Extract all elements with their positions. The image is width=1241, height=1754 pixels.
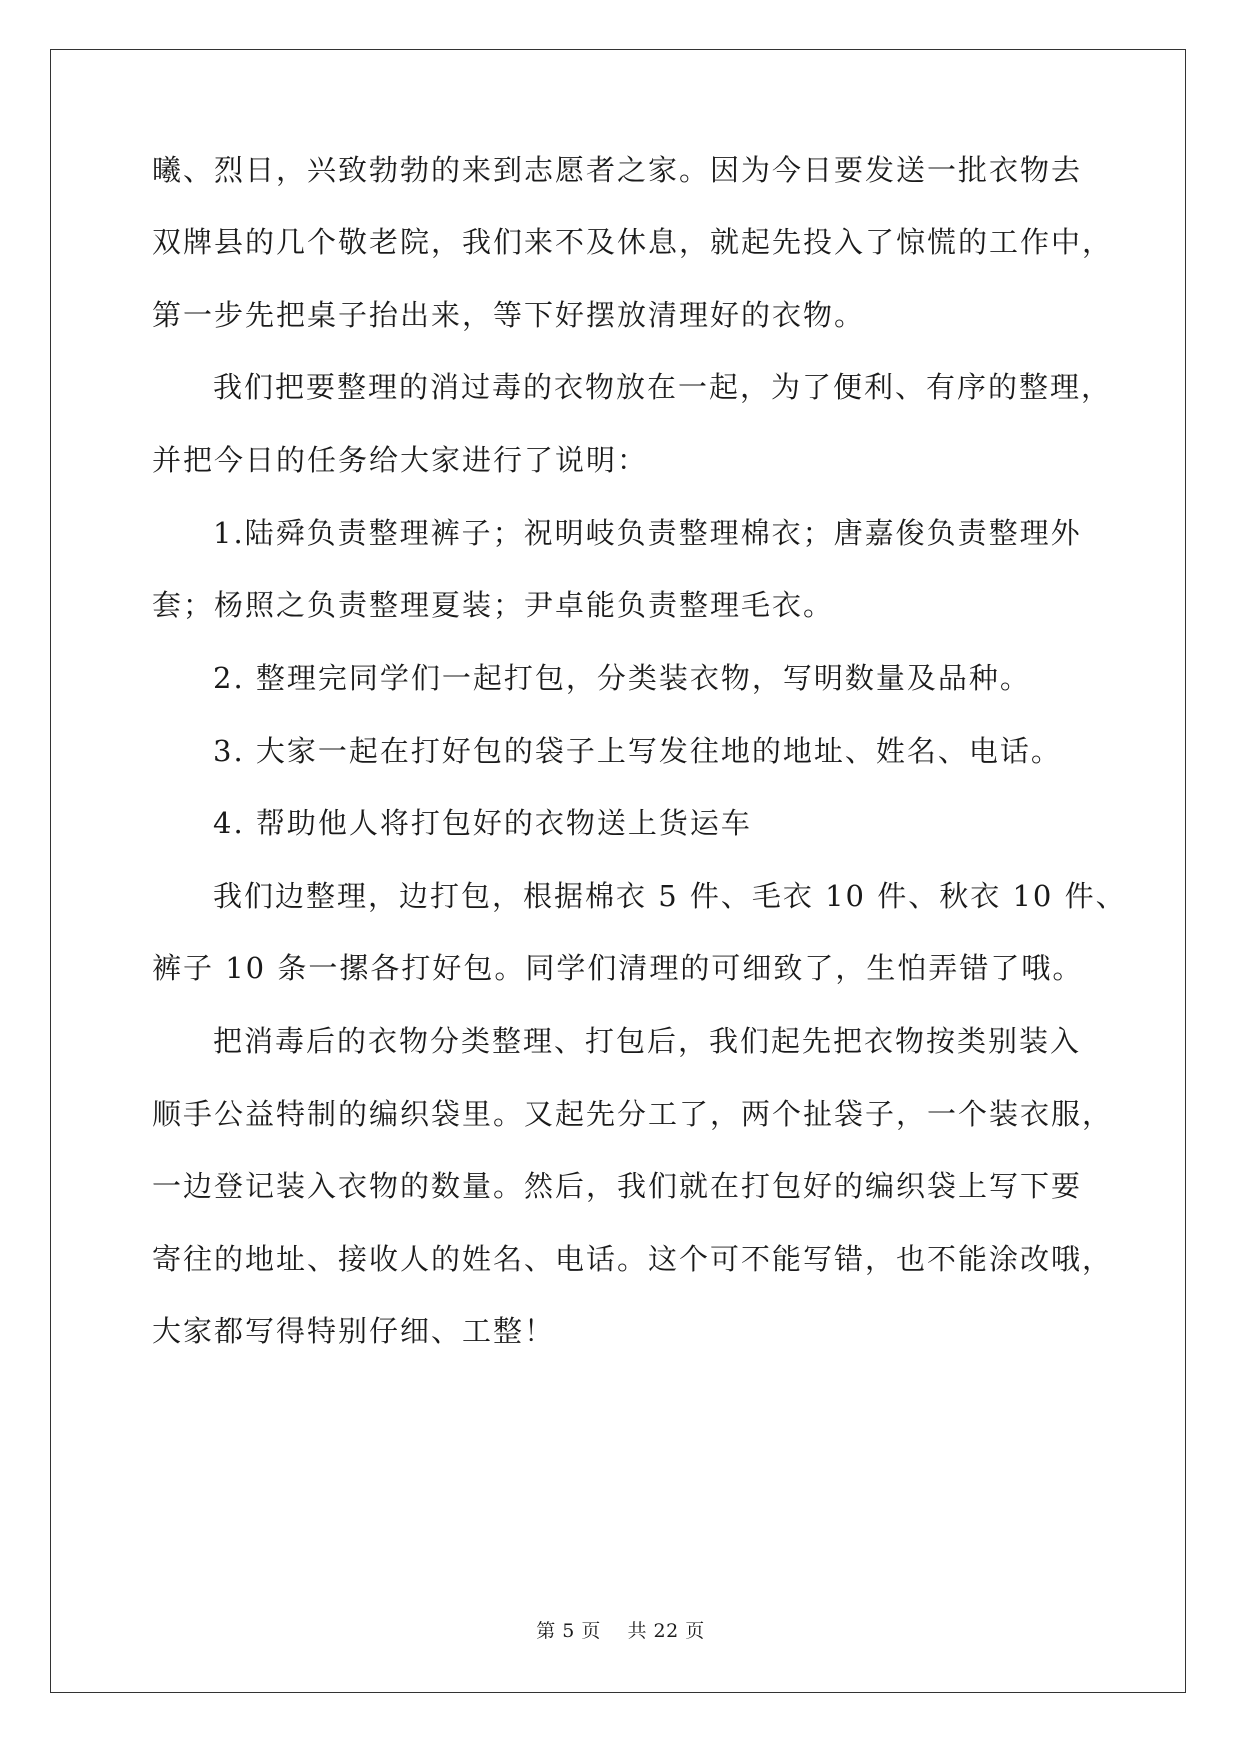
text-line: 第一步先把桌子抬出来，等下好摆放清理好的衣物。 (152, 298, 866, 332)
text-line: 一边登记装入衣物的数量。然后，我们就在打包好的编织袋上写下要 (152, 1169, 1083, 1203)
current-page-number: 第 5 页 (536, 1620, 601, 1642)
list-item: 2. 整理完同学们一起打包，分类装衣物，写明数量及品种。 (213, 661, 1031, 695)
total-pages: 共 22 页 (627, 1620, 705, 1642)
list-item: 4. 帮助他人将打包好的衣物送上货运车 (213, 806, 752, 840)
text-line: 双牌县的几个敬老院，我们来不及休息，就起先投入了惊慌的工作中， (152, 225, 1114, 259)
text-line: 我们把要整理的消过毒的衣物放在一起，为了便利、有序的整理， (213, 370, 1113, 404)
list-item: 1.陆舜负责整理裤子；祝明岐负责整理棉衣；唐嘉俊负责整理外 (213, 516, 1082, 550)
page-footer (0, 1616, 1241, 1643)
text-line: 把消毒后的衣物分类整理、打包后，我们起先把衣物按类别装入 (213, 1024, 1082, 1058)
text-line: 寄往的地址、接收人的姓名、电话。这个可不能写错，也不能涂改哦， (152, 1242, 1114, 1276)
text-line: 套；杨照之负责整理夏装；尹卓能负责整理毛衣。 (152, 588, 835, 622)
text-line: 顺手公益特制的编织袋里。又起先分工了，两个扯袋子，一个装衣服， (152, 1097, 1114, 1131)
text-line: 并把今日的任务给大家进行了说明： (152, 443, 649, 477)
text-line: 大家都写得特别仔细、工整！ (152, 1314, 556, 1348)
text-line: 曦、烈日，兴致勃勃的来到志愿者之家。因为今日要发送一批衣物去 (152, 153, 1083, 187)
text-line: 裤子 10 条一摞各打好包。同学们清理的可细致了，生怕弄错了哦。 (152, 951, 1084, 985)
list-item: 3. 大家一起在打好包的袋子上写发往地的地址、姓名、电话。 (213, 734, 1062, 768)
text-line: 我们边整理，边打包，根据棉衣 5 件、毛衣 10 件、秋衣 10 件、 (213, 879, 1127, 913)
